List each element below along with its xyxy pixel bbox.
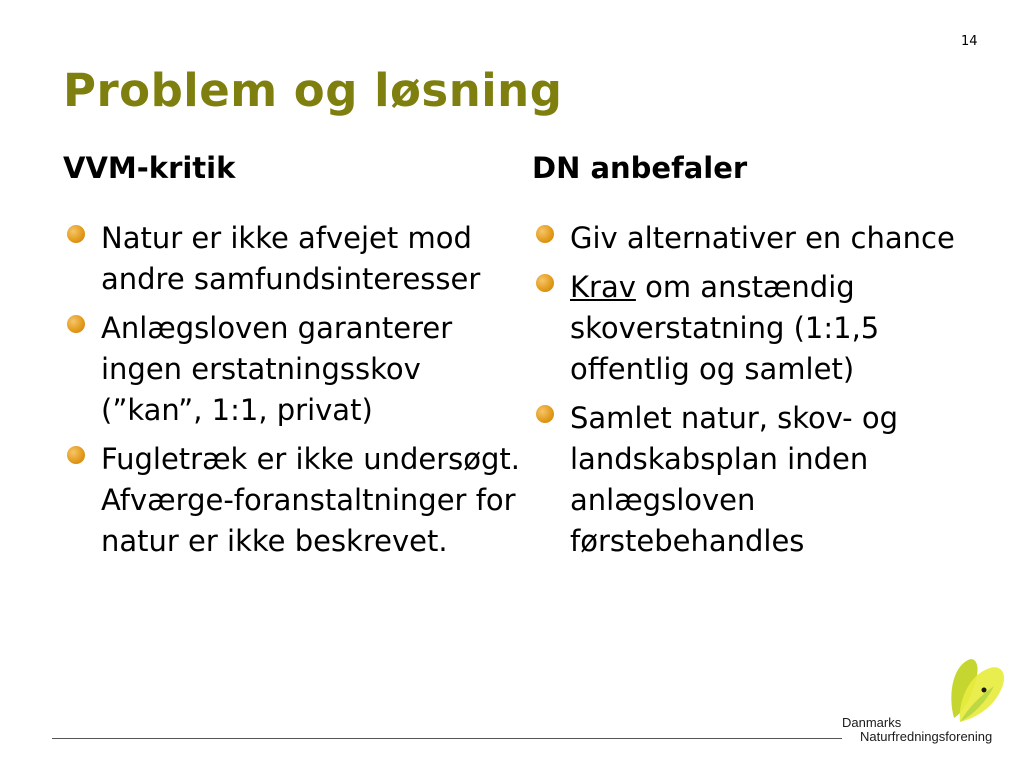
left-column-heading: VVM-kritik: [63, 151, 236, 185]
list-item: [532, 218, 972, 259]
bullet-text: Fugletræk er ikke undersøgt. Afværge-foranstaltninger for natur er ikke beskrevet.: [101, 442, 520, 558]
list-item: [532, 398, 972, 562]
list-item: [63, 308, 523, 431]
bullet-text: Giv alternativer en chance: [570, 221, 955, 255]
list-item: [63, 439, 523, 562]
left-bullet-list: [63, 218, 523, 570]
right-bullet-list: [532, 218, 972, 570]
bullet-dot-icon: [67, 225, 85, 243]
bullet-dot-icon: [536, 405, 554, 423]
footer-divider: [52, 738, 842, 739]
logo-text-line2: Naturfredningsforening: [860, 729, 993, 744]
bullet-dot-icon: [67, 446, 85, 464]
bullet-text: Anlægsloven garanterer ingen erstatningsskov (”kan”, 1:1, privat): [101, 311, 453, 427]
bullet-dot-icon: [536, 274, 554, 292]
right-column-heading: DN anbefaler: [532, 151, 748, 185]
list-item: [63, 218, 523, 300]
bullet-emphasis: Krav: [570, 270, 636, 304]
logo-text-line1: Danmarks: [842, 715, 902, 730]
bullet-text: Natur er ikke afvejet mod andre samfundsinteresser: [101, 221, 481, 296]
bullet-text: Samlet natur, skov- og landskabsplan inden anlægsloven førstebehandles: [570, 401, 899, 558]
bullet-text: om anstændig skoverstatning (1:1,5 offentlig og samlet): [570, 270, 880, 386]
leaf-logo-icon: [946, 656, 1008, 726]
page-number: 14: [961, 34, 978, 49]
bullet-dot-icon: [67, 315, 85, 333]
organization-logo: [840, 656, 1010, 756]
bullet-dot-icon: [536, 225, 554, 243]
slide-title: Problem og løsning: [63, 64, 563, 117]
list-item: [532, 267, 972, 390]
